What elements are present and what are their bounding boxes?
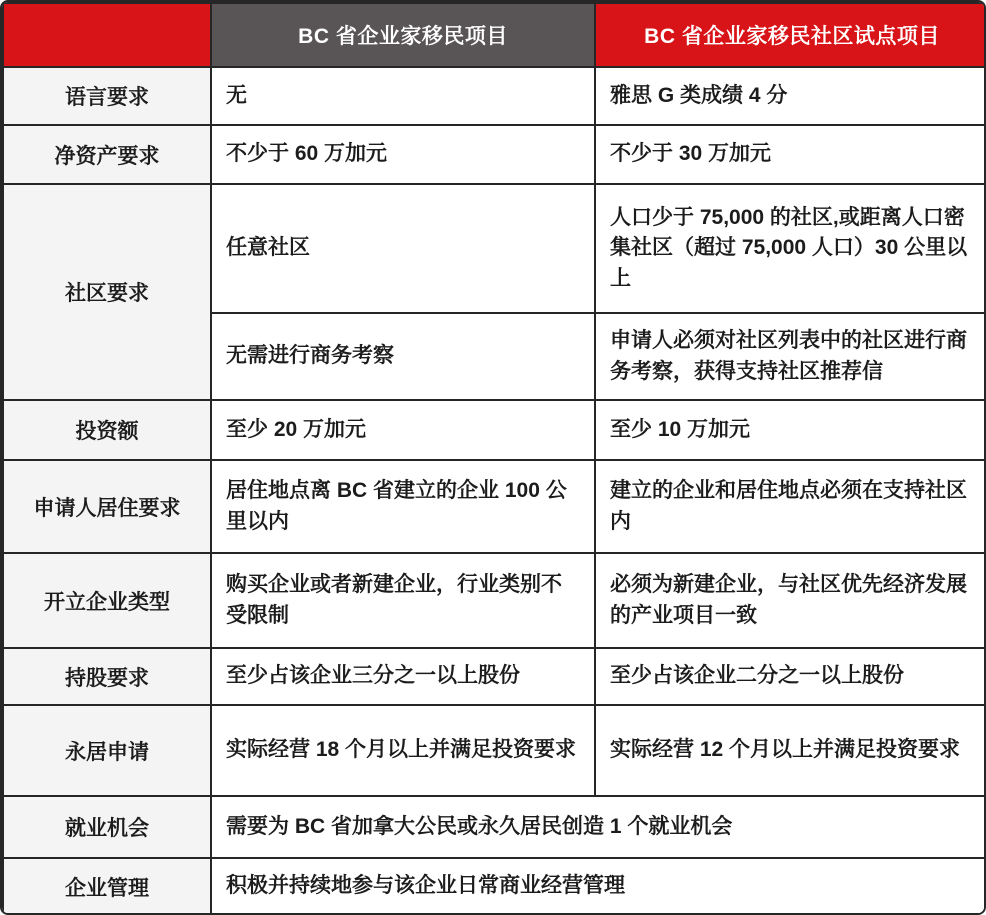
cell-language-program-b: 雅思 G 类成绩 4 分 xyxy=(595,67,986,125)
row-label-net-worth: 净资产要求 xyxy=(3,125,211,184)
cell-community-visit-program-a: 无需进行商务考察 xyxy=(211,313,595,400)
row-label-language: 语言要求 xyxy=(3,67,211,125)
cell-language-program-a: 无 xyxy=(211,67,595,125)
header-row xyxy=(3,3,986,67)
cell-investment-program-a: 至少 20 万加元 xyxy=(211,400,595,460)
program-comparison-table xyxy=(2,2,986,915)
row-label-management: 企业管理 xyxy=(3,858,211,915)
row-label-investment: 投资额 xyxy=(3,400,211,460)
header-program-b: BC 省企业家移民社区试点项目 xyxy=(595,3,986,67)
cell-community-location-program-a: 任意社区 xyxy=(211,184,595,313)
cell-net-worth-program-b: 不少于 30 万加元 xyxy=(595,125,986,184)
cell-business-type-program-a: 购买企业或者新建企业，行业类别不受限制 xyxy=(211,553,595,648)
table-row-job-creation xyxy=(3,796,986,858)
row-label-job-creation: 就业机会 xyxy=(3,796,211,858)
table-row-business-type xyxy=(3,553,986,648)
cell-ownership-program-a: 至少占该企业三分之一以上股份 xyxy=(211,648,595,705)
table-row-community-location xyxy=(3,184,986,313)
table-row-residence xyxy=(3,460,986,553)
cell-net-worth-program-a: 不少于 60 万加元 xyxy=(211,125,595,184)
table-row-net-worth xyxy=(3,125,986,184)
cell-pr-application-program-a: 实际经营 18 个月以上并满足投资要求 xyxy=(211,705,595,796)
row-label-residence: 申请人居住要求 xyxy=(3,460,211,553)
cell-ownership-program-b: 至少占该企业二分之一以上股份 xyxy=(595,648,986,705)
row-label-pr-application: 永居申请 xyxy=(3,705,211,796)
table-row-language xyxy=(3,67,986,125)
cell-management-both: 积极并持续地参与该企业日常商业经营管理 xyxy=(211,858,986,915)
table-row-management xyxy=(3,858,986,915)
header-corner-cell xyxy=(3,3,211,67)
cell-business-type-program-b: 必须为新建企业，与社区优先经济发展的产业项目一致 xyxy=(595,553,986,648)
row-label-community: 社区要求 xyxy=(3,184,211,400)
header-program-a: BC 省企业家移民项目 xyxy=(211,3,595,67)
row-label-ownership: 持股要求 xyxy=(3,648,211,705)
cell-pr-application-program-b: 实际经营 12 个月以上并满足投资要求 xyxy=(595,705,986,796)
cell-investment-program-b: 至少 10 万加元 xyxy=(595,400,986,460)
cell-job-creation-both: 需要为 BC 省加拿大公民或永久居民创造 1 个就业机会 xyxy=(211,796,986,858)
cell-residence-program-a: 居住地点离 BC 省建立的企业 100 公里以内 xyxy=(211,460,595,553)
table-row-investment xyxy=(3,400,986,460)
cell-community-location-program-b: 人口少于 75,000 的社区,或距离人口密集社区（超过 75,000 人口）30 公里以上 xyxy=(595,184,986,313)
cell-community-visit-program-b: 申请人必须对社区列表中的社区进行商务考察，获得支持社区推荐信 xyxy=(595,313,986,400)
table-row-ownership xyxy=(3,648,986,705)
cell-residence-program-b: 建立的企业和居住地点必须在支持社区内 xyxy=(595,460,986,553)
table-row-pr-application xyxy=(3,705,986,796)
row-label-business-type: 开立企业类型 xyxy=(3,553,211,648)
